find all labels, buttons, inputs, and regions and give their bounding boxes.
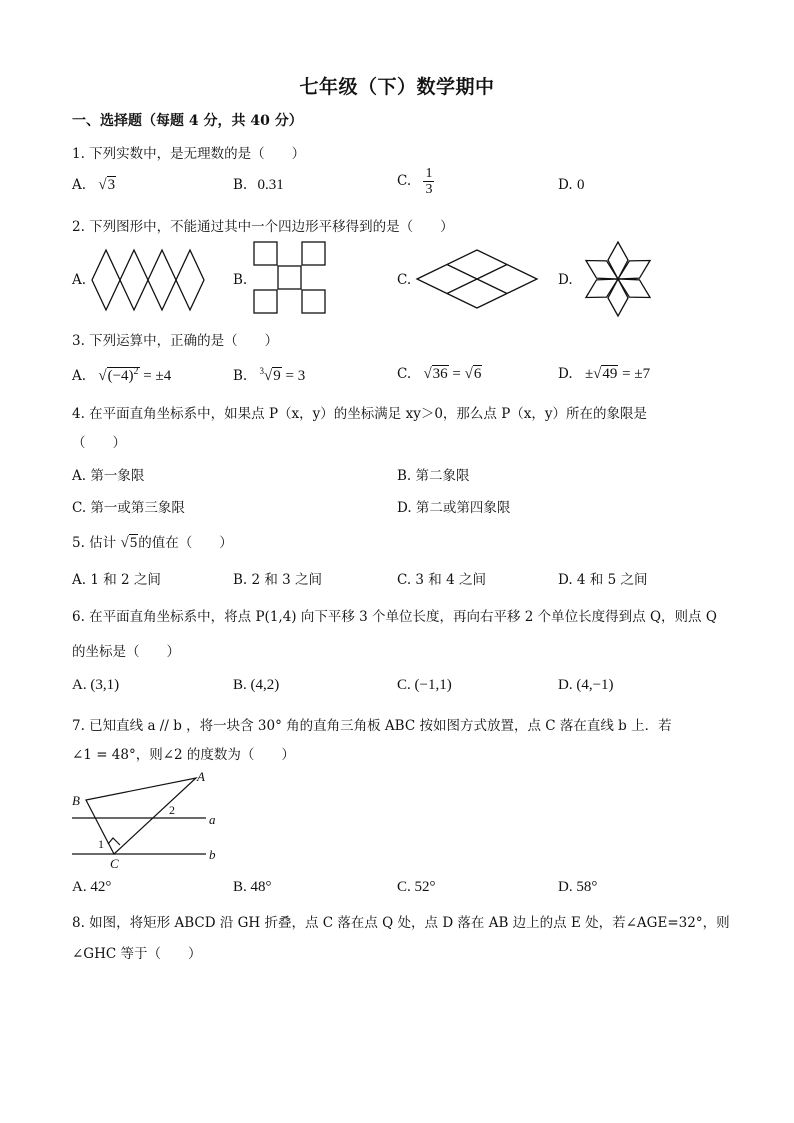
question-4-stem-cont: （ ） xyxy=(72,435,126,451)
q2-figure-b[interactable] xyxy=(252,240,330,318)
question-6-stem: 6. 在平面直角坐标系中，将点 P(1,4) 向下平移 3 个单位长度，再向右平移 2 个单位长度得到点 Q，则点 Q xyxy=(72,609,717,625)
q2-option-c-label: C. xyxy=(397,272,412,288)
page-title: 七年级（下）数学期中 xyxy=(299,76,495,98)
section-heading: 一、选择题（每题 4 分，共 40 分） xyxy=(72,113,303,129)
q2-option-a-label: A. xyxy=(72,272,87,288)
q2-option-b-label: B. xyxy=(233,272,248,288)
question-2-stem: 2. 下列图形中，不能通过其中一个四边形平移得到的是（ ） xyxy=(72,219,454,235)
q7-figure xyxy=(66,766,226,874)
q1-b-value: 0.31 xyxy=(257,177,284,193)
q4-option-b[interactable]: B. 第二象限 xyxy=(397,468,470,484)
q1-c-denominator: 3 xyxy=(425,182,433,197)
fig-label-B: B xyxy=(72,793,80,808)
q3-option-a[interactable]: A. $√(-4)^2 = \pm 4$ xyxy=(72,366,172,384)
q5-option-a[interactable]: A. 1 和 2 之间 xyxy=(72,572,161,588)
question-7-stem: 7. 已知直线 a // b ，将一块含 30° 角的直角三角板 ABC 按如图方式放置，点 C 落在直线 b 上．若 xyxy=(72,718,672,734)
fig-angle-2: 2 xyxy=(169,803,175,817)
fig-label-C: C xyxy=(110,856,119,871)
q6-option-c[interactable]: C. (−1,1) xyxy=(397,677,452,693)
q4-option-c[interactable]: C. 第一或第三象限 xyxy=(72,500,185,516)
q2-figure-d[interactable] xyxy=(578,238,658,320)
q7-option-b[interactable]: B. 48° xyxy=(233,879,272,895)
q2-option-d-label: D. xyxy=(558,272,573,288)
q5-option-d[interactable]: D. 4 和 5 之间 xyxy=(558,572,648,588)
q7-option-c[interactable]: C. 52° xyxy=(397,879,436,895)
q1-d-value: 0 xyxy=(576,177,585,193)
q7-option-d[interactable]: D. 58° xyxy=(558,879,598,895)
q5-option-c[interactable]: C. 3 和 4 之间 xyxy=(397,572,486,588)
q6-option-a[interactable]: A. (3,1) xyxy=(72,677,120,693)
fig-label-a: a xyxy=(209,812,216,827)
q6-option-b[interactable]: B. (4,2) xyxy=(233,677,280,693)
q1-a-radicand: 3 xyxy=(107,177,116,193)
q5-option-b[interactable]: B. 2 和 3 之间 xyxy=(233,572,323,588)
q7-option-a[interactable]: A. 42° xyxy=(72,879,112,895)
q6-option-d[interactable]: D. (4,−1) xyxy=(558,677,614,693)
q2-figure-a[interactable] xyxy=(90,247,210,313)
q3-option-d[interactable]: D. ±√49 = ±7 xyxy=(558,366,651,382)
question-7-stem-cont: ∠1 = 48°，则∠2 的度数为（ ） xyxy=(72,747,295,763)
q1-c-numerator: 1 xyxy=(425,166,433,181)
fig-angle-1: 1 xyxy=(98,837,104,851)
q4-option-a[interactable]: A. 第一象限 xyxy=(72,468,145,484)
q1-option-b[interactable]: B. 0.31 xyxy=(233,177,284,193)
question-8-stem: 8. 如图，将矩形 ABCD 沿 GH 折叠，点 C 落在点 Q 处，点 D 落在 AB 边上的点 E 处，若∠AGE=32°，则 xyxy=(72,915,730,931)
q3-option-b[interactable]: B. $^3$√9 = 3 xyxy=(233,366,306,384)
q1-option-d[interactable]: D. 0 xyxy=(558,177,585,193)
q4-option-d[interactable]: D. 第二或第四象限 xyxy=(397,500,511,516)
question-8-stem-cont: ∠GHC 等于（ ） xyxy=(72,946,202,962)
q1-option-a[interactable]: A. √3 xyxy=(72,177,116,193)
q2-figure-c[interactable] xyxy=(415,248,539,310)
q3-option-c[interactable]: C. √36 = √6 xyxy=(397,366,482,382)
question-5-stem: 5. 估计 √5的值在（ ） xyxy=(72,535,233,551)
question-4-stem: 4. 在平面直角坐标系中，如果点 P（x，y）的坐标满足 xy＞0，那么点 P（x，y）所在的象限是 xyxy=(72,406,648,422)
question-1-stem: 1. 下列实数中，是无理数的是（ ） xyxy=(72,146,306,162)
question-3-stem: 3. 下列运算中，正确的是（ ） xyxy=(72,333,279,349)
fig-label-A: A xyxy=(197,769,205,784)
question-6-stem-cont: 的坐标是（ ） xyxy=(72,644,180,660)
q1-option-c[interactable]: C. $\frac{1}{3}$ xyxy=(397,166,433,197)
fig-label-b: b xyxy=(209,847,216,862)
